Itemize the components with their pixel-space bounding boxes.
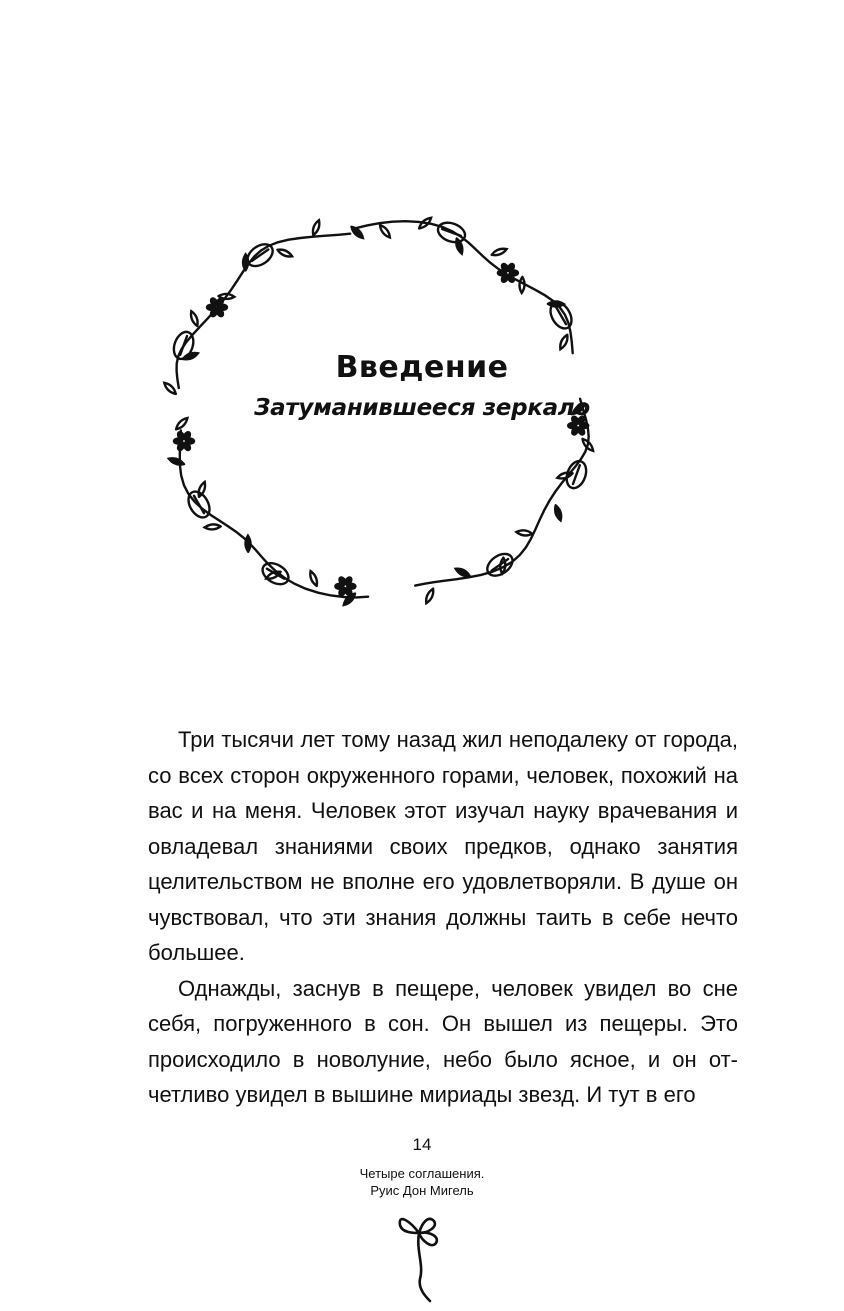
page-number: 14 xyxy=(412,1135,432,1154)
book-title: Четыре соглашения. xyxy=(359,1166,485,1181)
clover-sprig-icon xyxy=(392,1203,452,1303)
chapter-title: Введение xyxy=(335,350,509,385)
paragraph: Однажды, заснув в пещере, человек увидел во сне себя, погруженного в сон. Он вышел из пещеры. Это происходило в новолуние, небо было ясное, и он отчетливо увидел в вышине мириады звезд. И тут в его xyxy=(148,975,738,1107)
chapter-subtitle: Затуманившееся зеркало xyxy=(254,395,590,421)
book-author: Руис Дон Мигель xyxy=(370,1183,474,1198)
paragraph: Три тысячи лет тому назад жил неподалеку от города, со всех сторон окруженного горами, человек, похожий на вас и на меня. Человек этот изучал науку врачевания и овладевал знаниями своих предков, однако занятия целительством не вполне его удовлетворяли. В душе он чувствовал, что эти знания должны таить в себе нечто большее. xyxy=(148,727,738,965)
page-footer xyxy=(0,1135,844,1199)
body-text xyxy=(148,722,738,1113)
